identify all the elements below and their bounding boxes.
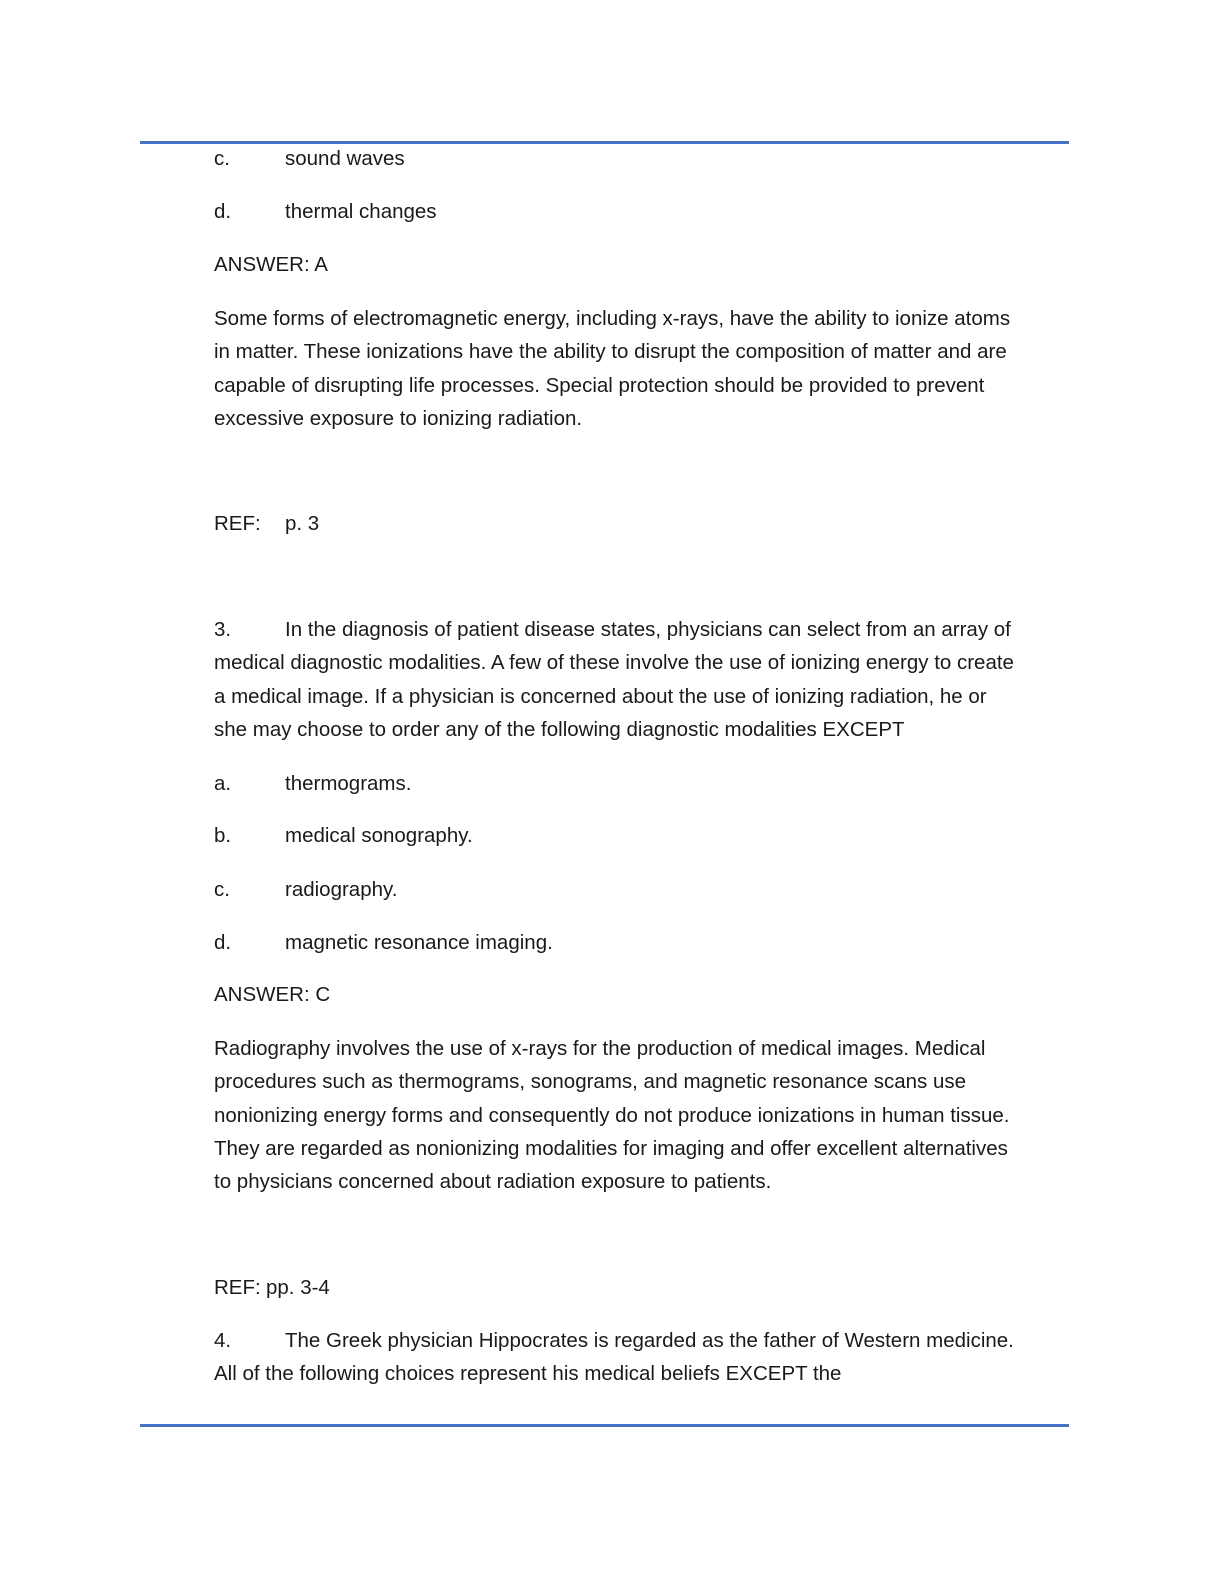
rationale-paragraph xyxy=(214,302,1074,435)
rationale-paragraph xyxy=(214,1032,1074,1198)
rationale-line: capable of disrupting life processes. Special protection should be provided to prevent xyxy=(214,373,985,397)
answer-line: ANSWER: A xyxy=(214,253,328,276)
stem-text: In the diagnosis of patient disease states, physicians can select from an array of xyxy=(285,618,1011,641)
stem-line: she may choose to order any of the following diagnostic modalities EXCEPT xyxy=(214,717,905,741)
option-text: medical sonography. xyxy=(285,824,473,847)
stem-first-line xyxy=(214,613,1074,646)
ref-label: REF: xyxy=(214,512,261,535)
stem-line: medical diagnostic modalities. A few of these involve the use of ionizing energy to create xyxy=(214,651,1014,675)
footer-rule xyxy=(140,1424,1069,1427)
option-letter: c. xyxy=(214,147,230,170)
option-text: magnetic resonance imaging. xyxy=(285,931,553,954)
option-c xyxy=(214,873,397,906)
rationale-line: Radiography involves the use of x-rays for the production of medical images. Medical xyxy=(214,1037,986,1060)
ref-label: REF: xyxy=(214,1276,261,1299)
stem-line: a medical image. If a physician is concerned about the use of ionizing radiation, he or xyxy=(214,684,987,708)
option-letter: d. xyxy=(214,200,232,223)
ref-value: p. 3 xyxy=(285,512,320,535)
stem-text: The Greek physician Hippocrates is regarded as the father of Western medicine. xyxy=(285,1329,1014,1352)
stem-first-line xyxy=(214,1324,1074,1357)
rationale-line: Some forms of electromagnetic energy, including x-rays, have the ability to ionize atoms xyxy=(214,307,1011,330)
reference-line xyxy=(214,1271,330,1304)
option-text: thermal changes xyxy=(285,200,437,223)
rationale-line: They are regarded as nonionizing modalities for imaging and offer excellent alternatives xyxy=(214,1136,1008,1160)
question-number: 3. xyxy=(214,618,232,641)
question-3-stem xyxy=(214,613,1074,746)
question-number: 4. xyxy=(214,1329,232,1352)
rationale-line: procedures such as thermograms, sonograms, and magnetic resonance scans use xyxy=(214,1070,967,1094)
rationale-line: to physicians concerned about radiation exposure to patients. xyxy=(214,1170,772,1194)
ref-value: pp. 3-4 xyxy=(266,1276,330,1299)
option-letter: b. xyxy=(214,824,232,847)
option-text: sound waves xyxy=(285,147,405,170)
option-b xyxy=(214,819,473,852)
rationale-line: excessive exposure to ionizing radiation. xyxy=(214,406,583,430)
option-a xyxy=(214,767,411,800)
option-letter: d. xyxy=(214,931,232,954)
option-letter: a. xyxy=(214,772,232,795)
answer-line: ANSWER: C xyxy=(214,983,331,1006)
reference-line xyxy=(214,507,319,540)
rationale-line: in matter. These ionizations have the ability to disrupt the composition of matter and are xyxy=(214,340,1007,364)
stem-line: All of the following choices represent his medical beliefs EXCEPT the xyxy=(214,1362,842,1386)
option-d xyxy=(214,926,553,959)
option-d xyxy=(214,195,437,228)
option-c xyxy=(214,142,405,175)
rationale-line: nonionizing energy forms and consequently do not produce ionizations in human tissue. xyxy=(214,1103,1010,1127)
option-text: radiography. xyxy=(285,878,398,901)
option-letter: c. xyxy=(214,878,230,901)
question-4-stem xyxy=(214,1324,1074,1391)
option-text: thermograms. xyxy=(285,772,412,795)
